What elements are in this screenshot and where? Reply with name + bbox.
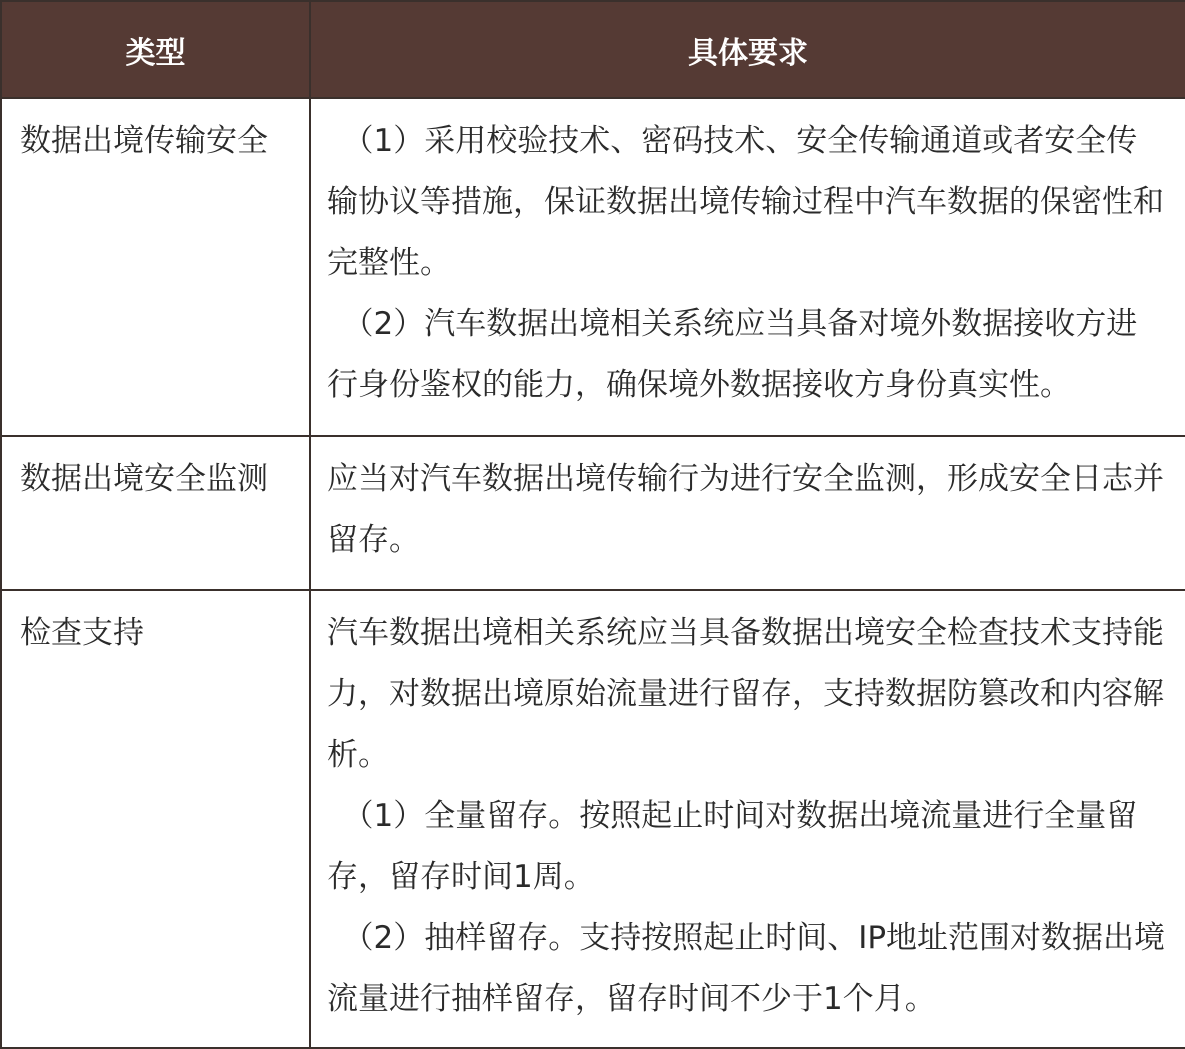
table-row xyxy=(1,590,1185,1048)
requirement-paragraph: （2）抽样留存。支持按照起止时间、IP地址范围对数据出境流量进行抽样留存，留存时间不少于1个月。 xyxy=(327,920,1166,1017)
row-type: 数据出境传输安全 xyxy=(1,98,310,436)
requirement-paragraph: 应当对汽车数据出境传输行为进行安全监测，形成安全日志并留存。 xyxy=(327,461,1164,558)
requirement-paragraph: （1）全量留存。按照起止时间对数据出境流量进行全量留存，留存时间1周。 xyxy=(327,798,1138,895)
row-requirement xyxy=(310,98,1185,436)
row-type: 检查支持 xyxy=(1,590,310,1048)
requirement-paragraph: 汽车数据出境相关系统应当具备数据出境安全检查技术支持能力，对数据出境原始流量进行留存，支持数据防篡改和内容解析。 xyxy=(327,615,1164,773)
row-requirement xyxy=(310,436,1185,590)
table-row xyxy=(1,98,1185,436)
header-requirement: 具体要求 xyxy=(310,1,1185,98)
row-requirement xyxy=(310,590,1185,1048)
table-header-row xyxy=(1,1,1185,98)
requirement-paragraph: （2）汽车数据出境相关系统应当具备对境外数据接收方进行身份鉴权的能力，确保境外数据接收方身份真实性。 xyxy=(327,306,1138,403)
row-type: 数据出境安全监测 xyxy=(1,436,310,590)
table-row xyxy=(1,436,1185,590)
header-type: 类型 xyxy=(1,1,310,98)
requirement-paragraph: （1）采用校验技术、密码技术、安全传输通道或者安全传输协议等措施，保证数据出境传输过程中汽车数据的保密性和完整性。 xyxy=(327,123,1164,281)
